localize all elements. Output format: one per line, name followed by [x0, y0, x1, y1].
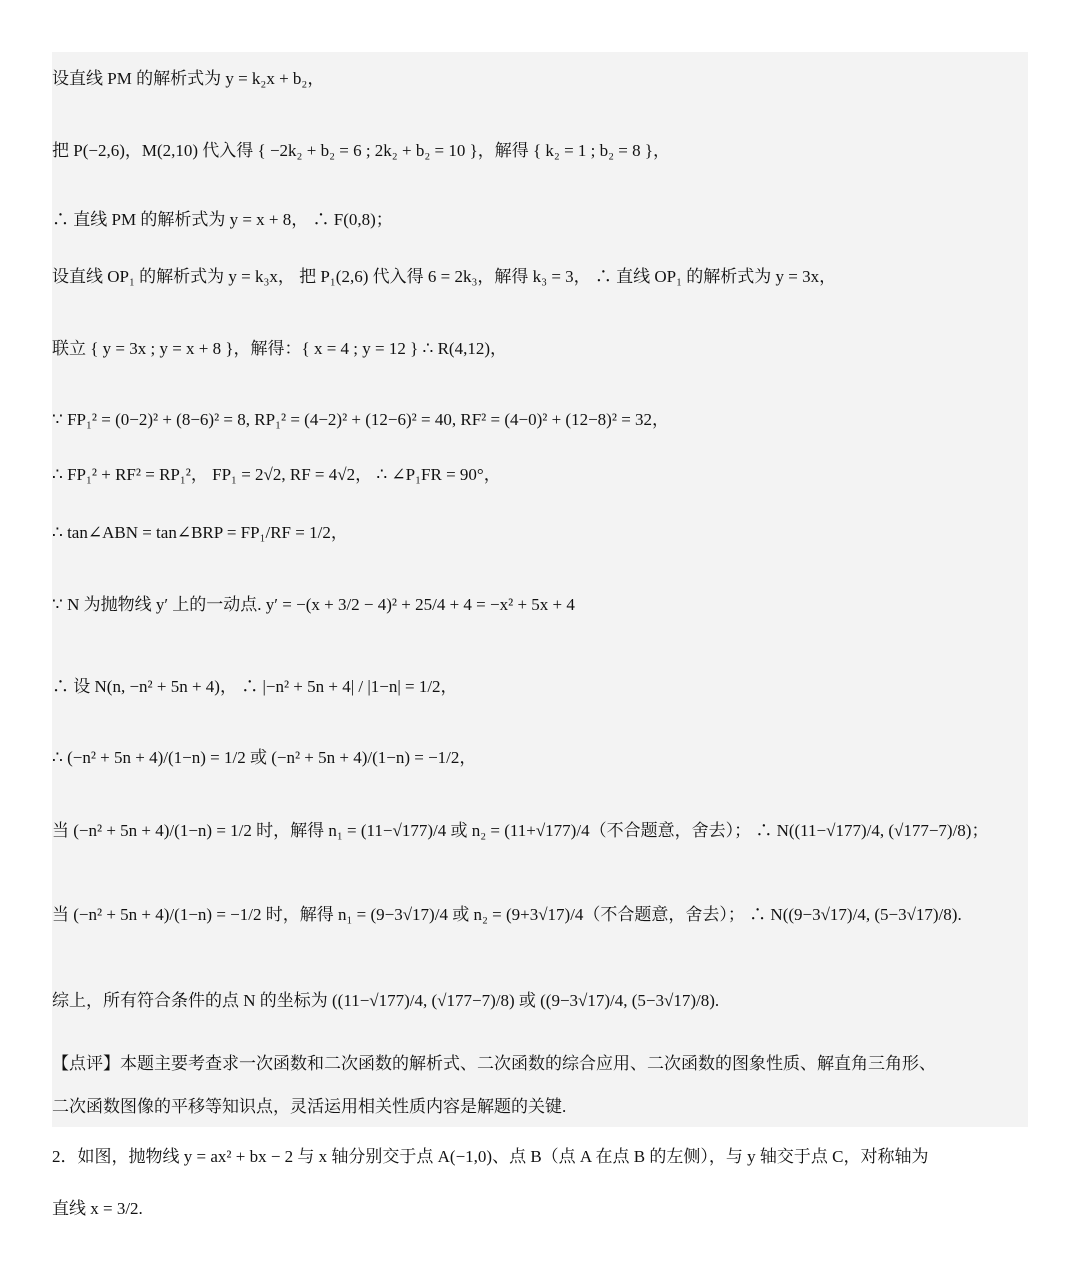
comment-label: 【点评】	[52, 1054, 120, 1073]
solution-step-9: ∵ N 为抛物线 y′ 上的一动点. y′ = −(x + 3/2 − 4)² + 25/4 + 4 = −x² + 5x + 4	[52, 595, 575, 614]
solution-step-3: ∴ 直线 PM 的解析式为 y = x + 8， ∴ F(0,8)；	[52, 210, 393, 229]
solution-step-10: ∴ 设 N(n, −n² + 5n + 4)， ∴ |−n² + 5n + 4| / |1−n| = 1/2，	[52, 677, 458, 696]
problem2-line-1: 2．如图，抛物线 y = ax² + bx − 2 与 x 轴分别交于点 A(−1,0)、点 B（点 A 在点 B 的左侧），与 y 轴交于点 C，对称轴为	[52, 1147, 929, 1166]
solution-step-5: 联立 { y = 3x ; y = x + 8 }，解得：{ x = 4 ; y = 12 } ∴ R(4,12)，	[52, 339, 507, 358]
solution-step-1: 设直线 PM 的解析式为 y = k₂x + b₂，	[52, 69, 325, 88]
solution-step-4: 设直线 OP₁ 的解析式为 y = k₃x， 把 P₁(2,6) 代入得 6 = 2k₃，解得 k₃ = 3， ∴ 直线 OP₁ 的解析式为 y = 3x，	[52, 267, 837, 286]
solution-step-2: 把 P(−2,6)，M(2,10) 代入得 { −2k₂ + b₂ = 6 ; 2k₂ + b₂ = 10 }，解得 { k₂ = 1 ; b₂ = 8 }，	[52, 141, 671, 160]
solution-step-11: ∴ (−n² + 5n + 4)/(1−n) = 1/2 或 (−n² + 5n + 4)/(1−n) = −1/2，	[52, 748, 477, 767]
comment-line-2: 二次函数图像的平移等知识点，灵活运用相关性质内容是解题的关键.	[52, 1097, 567, 1116]
solution-step-8: ∴ tan∠ABN = tan∠BRP = FP₁/RF = 1/2，	[52, 523, 348, 542]
solution-step-7: ∴ FP₁² + RF² = RP₁²， FP₁ = 2√2, RF = 4√2， ∴ ∠P₁FR = 90°，	[52, 465, 501, 484]
solution-step-12: 当 (−n² + 5n + 4)/(1−n) = 1/2 时，解得 n₁ = (11−√177)/4 或 n₂ = (11+√177)/4（不合题意，舍去）； ∴ N((11−√177)/4, (√177−7)/8)；	[52, 821, 989, 840]
comment-text-1: 本题主要考查求一次函数和二次函数的解析式、二次函数的综合应用、二次函数的图象性质、解直角三角形、	[120, 1054, 936, 1073]
solution-step-14: 综上，所有符合条件的点 N 的坐标为 ((11−√177)/4, (√177−7)/8) 或 ((9−3√17)/4, (5−3√17)/8).	[52, 991, 720, 1010]
solution-step-13: 当 (−n² + 5n + 4)/(1−n) = −1/2 时，解得 n₁ = (9−3√17)/4 或 n₂ = (9+3√17)/4（不合题意，舍去）； ∴ N((9−3√17)/4, (5−3√17)/8).	[52, 905, 962, 924]
problem2-line-2: 直线 x = 3/2.	[52, 1199, 143, 1218]
comment-line-1	[52, 1055, 936, 1072]
solution-step-6: ∵ FP₁² = (0−2)² + (8−6)² = 8, RP₁² = (4−2)² + (12−6)² = 40, RF² = (4−0)² + (12−8)² = 32，	[52, 410, 670, 429]
